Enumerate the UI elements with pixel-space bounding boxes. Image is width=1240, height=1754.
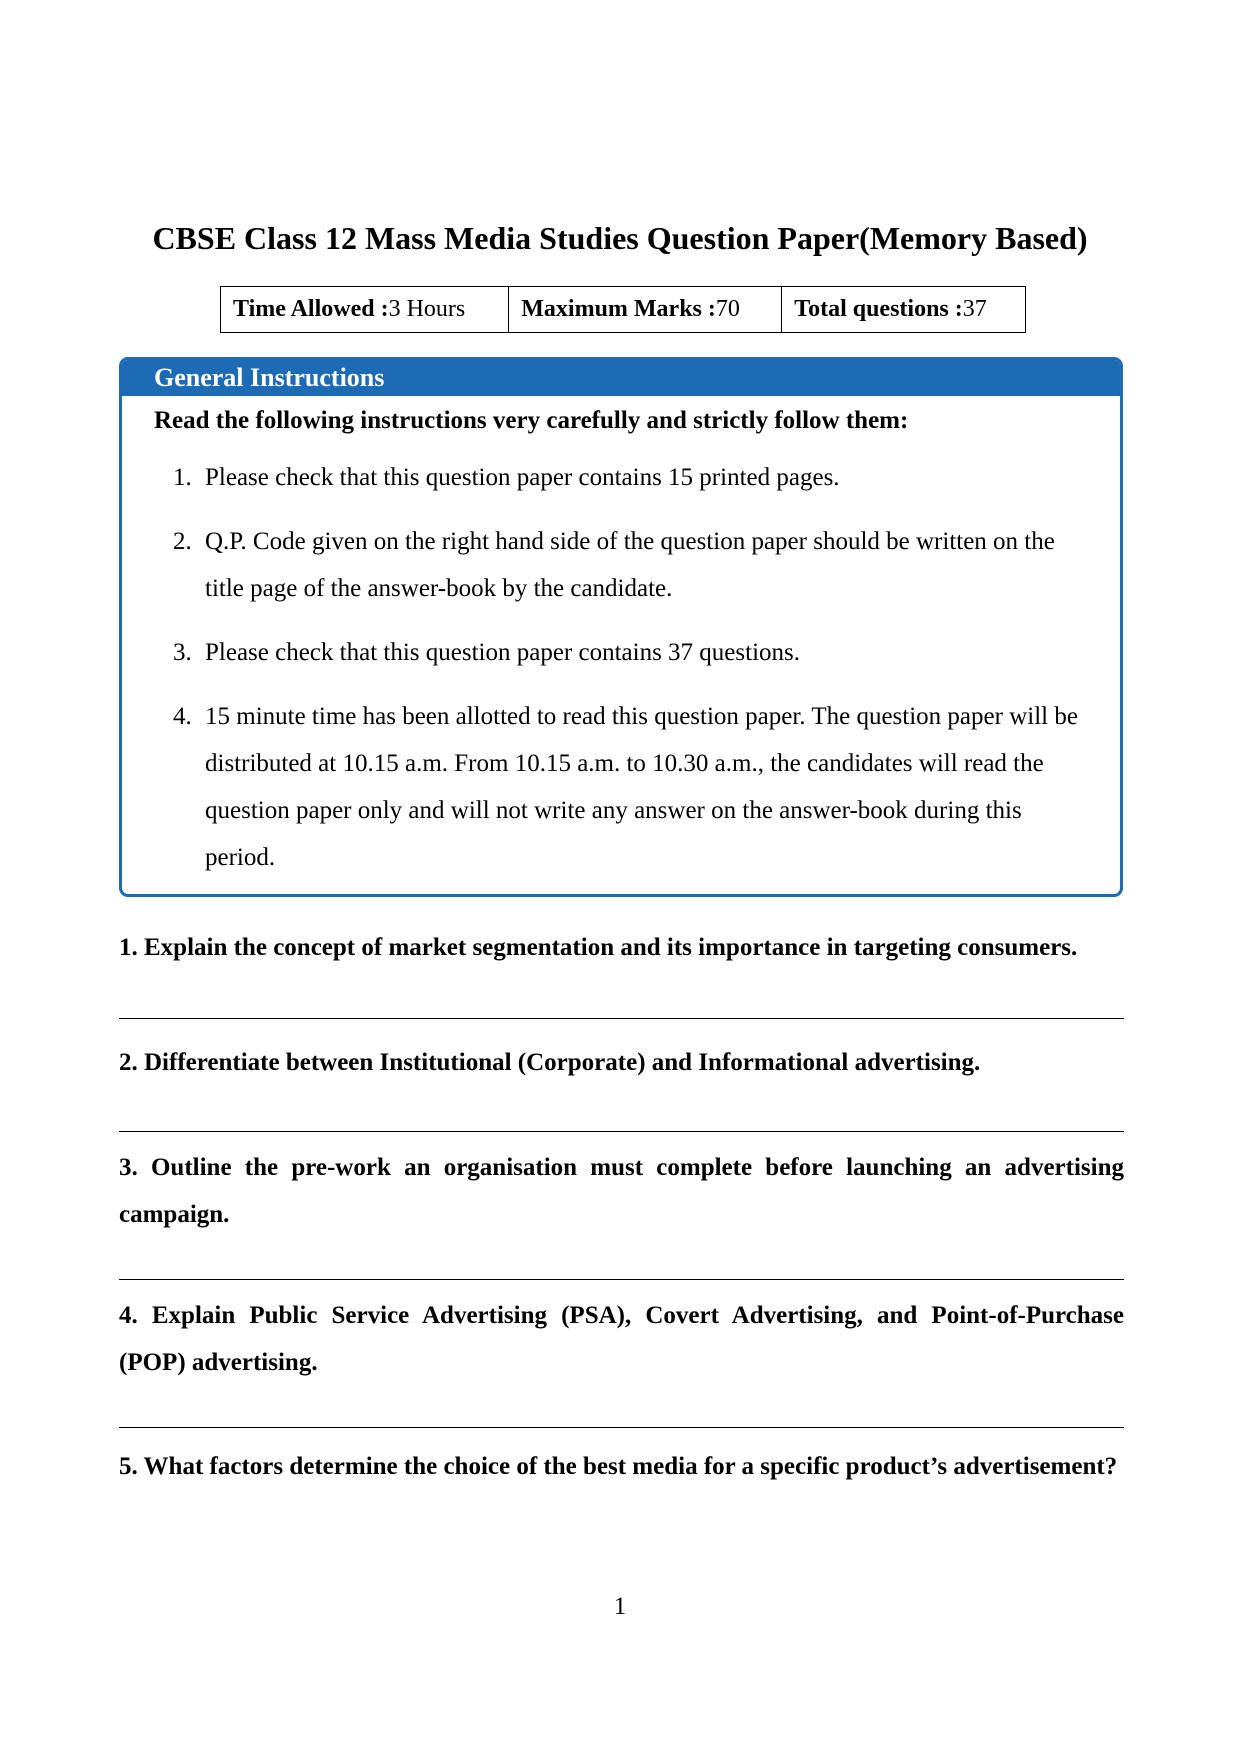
page-title: CBSE Class 12 Mass Media Studies Question Paper(Memory Based) bbox=[152, 220, 1088, 256]
total-questions-value: 37 bbox=[962, 296, 987, 322]
time-allowed-label: Time Allowed : bbox=[233, 296, 389, 322]
instruction-number: 3. bbox=[173, 639, 192, 666]
maximum-marks-value: 70 bbox=[715, 296, 740, 322]
time-allowed-cell bbox=[221, 287, 509, 333]
instructions-header: General Instructions bbox=[122, 360, 1120, 396]
exam-info-table bbox=[220, 286, 1026, 333]
question-1: 1. Explain the concept of market segmentation and its importance in targeting consumers. bbox=[119, 934, 1078, 961]
general-instructions-box bbox=[119, 357, 1123, 897]
total-questions-label: Total questions : bbox=[794, 296, 963, 322]
question-4: 4. Explain Public Service Advertising (PSA), Covert Advertising, and Point-of-Purchase (POP) advertising. bbox=[119, 1302, 1124, 1376]
instruction-text: Please check that this question paper contains 37 questions. bbox=[205, 639, 801, 666]
instruction-text: 15 minute time has been allotted to read this question paper. The question paper will be distributed at 10.15 a.m. From 10.15 a.m. to 10.30 a.m., the candidates will read the question paper only and will not write any answer on the answer-book during this period. bbox=[205, 703, 1078, 871]
instruction-item bbox=[122, 693, 1120, 881]
question-2: 2. Differentiate between Institutional (Corporate) and Informational advertising. bbox=[119, 1049, 981, 1076]
instruction-number: 4. bbox=[173, 703, 192, 730]
maximum-marks-label: Maximum Marks : bbox=[521, 296, 716, 322]
instruction-item bbox=[122, 518, 1120, 612]
instructions-intro: Read the following instructions very carefully and strictly follow them: bbox=[154, 407, 909, 434]
instruction-item bbox=[122, 629, 1120, 676]
instructions-list bbox=[122, 454, 1120, 881]
instruction-number: 2. bbox=[173, 528, 192, 555]
page-number: 1 bbox=[613, 1593, 627, 1620]
question-divider bbox=[119, 1427, 1124, 1428]
question-divider bbox=[119, 1131, 1124, 1132]
question-3: 3. Outline the pre-work an organisation must complete before launching an advertising campaign. bbox=[119, 1154, 1124, 1228]
question-divider bbox=[119, 1018, 1124, 1019]
time-allowed-value: 3 Hours bbox=[388, 296, 466, 322]
instruction-text: Q.P. Code given on the right hand side of the question paper should be written on the title page of the answer-book by the candidate. bbox=[205, 528, 1055, 602]
question-5: 5. What factors determine the choice of the best media for a specific product’s advertisement? bbox=[119, 1453, 1118, 1480]
total-questions-cell bbox=[782, 287, 1026, 333]
instruction-item bbox=[122, 454, 1120, 501]
maximum-marks-cell bbox=[509, 287, 782, 333]
instruction-number: 1. bbox=[173, 464, 192, 491]
question-divider bbox=[119, 1279, 1124, 1280]
questions-section bbox=[119, 924, 1124, 1490]
instruction-text: Please check that this question paper contains 15 printed pages. bbox=[205, 464, 840, 491]
